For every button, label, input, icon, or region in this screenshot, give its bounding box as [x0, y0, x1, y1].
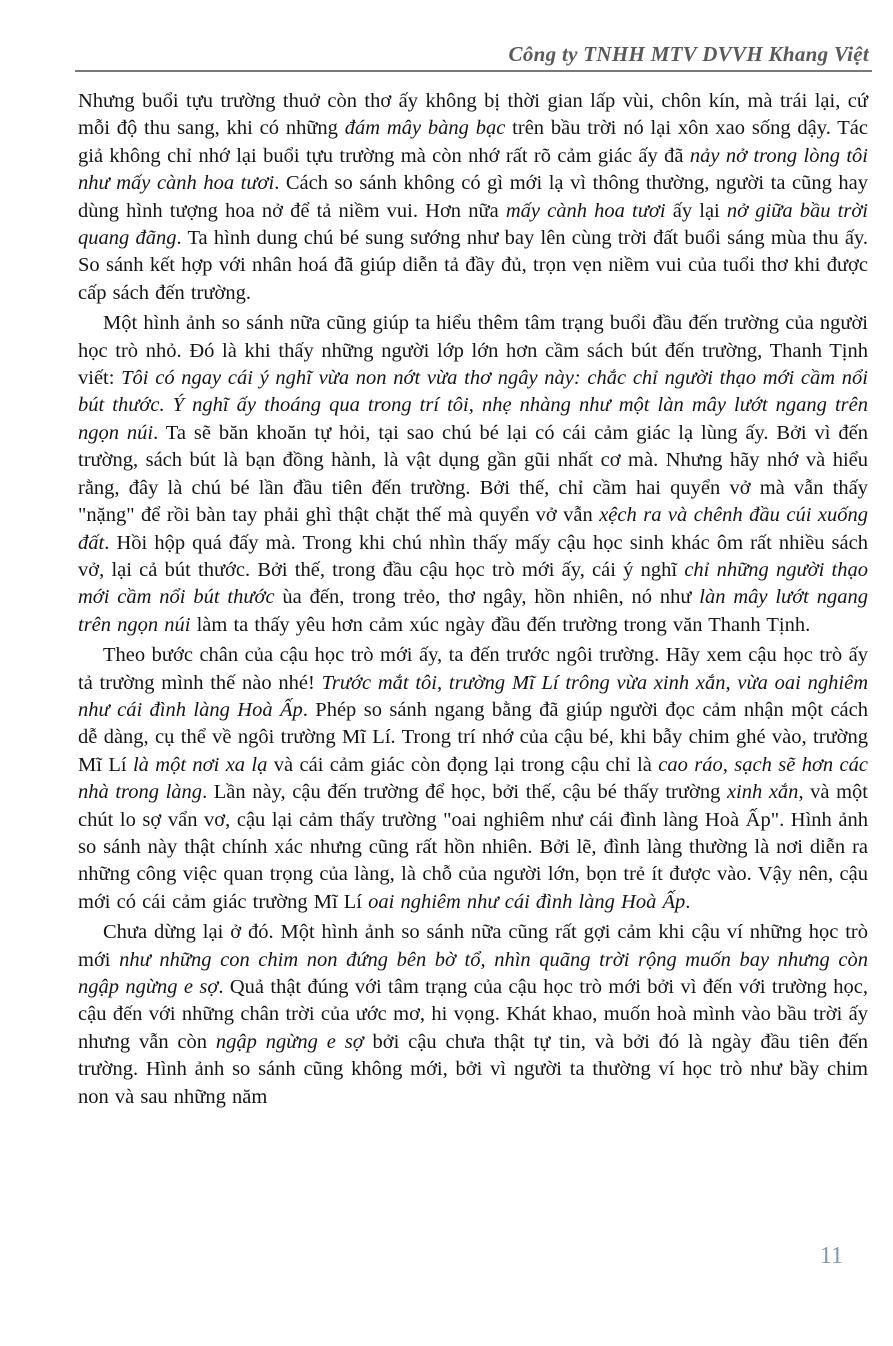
text-run: ấy lại [665, 199, 727, 222]
text-run: làn mây lướt ngang trên ngọn núi [78, 586, 868, 636]
page-number: 11 [819, 1243, 843, 1269]
text-run: Trước mắt tôi, trường Mĩ Lí trông vừa xinh xắn, vừa oai nghiêm như cái đình làng Hoà Ấp [78, 671, 868, 721]
text-run: xinh xắn [726, 781, 799, 804]
text-run: mấy cành hoa tươi [505, 199, 666, 222]
text-run: . Ta hình dung chú bé sung sướng như bay lên cùng trời đất buổi sáng mùa thu ấy. So sánh kết hợp với nhân hoá đã giúp diễn tả đầy đủ, trọn vẹn niềm vui của tuổi thơ khi được cấp sách đến trường. [78, 227, 868, 304]
header-rule [75, 70, 872, 72]
text-run: làm ta thấy yêu hơn cảm xúc ngày đầu đến trường trong văn Thanh Tịnh. [190, 613, 811, 636]
text-run: oai nghiêm như cái đình làng Hoà Ấp [368, 890, 686, 913]
text-run: bởi cậu chưa thật tự tin, và bởi đó là ngày đầu tiên đến trường. Hình ảnh so sánh cũng không mới, bởi vì người ta thường ví học trò như bầy chim non và sau những năm [78, 1030, 869, 1108]
text-run: cao ráo, sạch sẽ hơn các nhà trong làng [78, 753, 868, 804]
text-run: như những con chim non đứng bên bờ tổ, nhìn quãng trời rộng muốn bay nhưng còn ngập ngừng e sợ [78, 948, 868, 998]
text-run: đám mây bàng bạc [344, 117, 506, 140]
paragraph-4 [78, 919, 868, 1111]
text-run: ngập ngừng e sợ [215, 1030, 364, 1053]
text-run: ùa đến, trong trẻo, thơ ngây, hồn nhiên, nó như [274, 586, 700, 609]
text-run: Chưa dừng lại ở đó. Một hình ảnh so sánh nữa cũng rất gợi cảm khi cậu ví những học trò mới [78, 921, 868, 971]
text-run: , và một chút lo sợ vẩn vơ, cậu lại cảm thấy trường "oai nghiêm như cái đình làng Hoà Ấp". Hình ảnh so sánh này thật chính xác nhưng cũng rất hồn nhiên. Bởi lẽ, đình làng thường là nơi diễn ra những công việc quan trọng của làng, là chỗ của người lớn, bọn trẻ ít được vào. Vậy nên, cậu mới có cái cảm giác trường Mĩ Lí [78, 781, 868, 913]
page-header [78, 42, 869, 67]
text-run: . [685, 890, 691, 913]
text-run: xệch ra và chênh đầu cúi xuống đất [78, 504, 868, 554]
text-run: . Quả thật đúng với tâm trạng của cậu học trò mới bởi vì đến với trường học, cậu đến với những chân trời của ước mơ, hi vọng. Khát khao, muốn hoà mình vào bầu trời ấy nhưng vẫn còn [78, 976, 868, 1053]
text-run: trên bầu trời nó lại xôn xao sống dậy. Tác giả không chỉ nhớ lại buổi tựu trường mà còn nhớ rất rõ cảm giác ấy đã [78, 117, 869, 167]
text-run: Nhưng buổi tựu trường thuở còn thơ ấy không bị thời gian lấp vùi, chôn kín, mà trái lại, cứ mỗi độ thu sang, khi có những [78, 90, 868, 140]
paragraph-2 [78, 310, 868, 639]
document-body [78, 88, 868, 1114]
text-run: Theo bước chân của cậu học trò mới ấy, ta đến trước ngôi trường. Hãy xem cậu học trò ấy tả trường mình thế nào nhé! [78, 644, 868, 694]
text-run: Tôi có ngay cái ý nghĩ vừa non nớt vừa thơ ngây này: chắc chỉ người thạo mới cầm nổi bút thước. Ý nghĩ ấy thoáng qua trong trí tôi, nhẹ nhàng như một làn mây lướt ngang trên ngọn núi [78, 367, 868, 444]
text-run: . Ta sẽ băn khoăn tự hỏi, tại sao chú bé lại có cái cảm giác lạ lùng ấy. Bởi vì đến trường, sách bút là bạn đồng hành, là vật dụng gần gũi nhất cơ mà. Nhưng hãy nhớ và hiểu rằng, đây là chú bé lần đầu tiên đến trường. Bởi thế, chỉ cầm hai quyển vở mà vẫn thấy "nặng" để rồi bàn tay phải ghì thật chặt thế mà quyển vở vẫn [78, 421, 868, 527]
text-run: chỉ những người thạo mới cầm nổi bút thước [78, 558, 868, 609]
text-run: . Cách so sánh không có gì mới lạ vì thông thường, người ta cũng hay dùng hình tượng hoa nở để tả niềm vui. Hơn nữa [78, 172, 868, 222]
text-run: là một nơi xa lạ [132, 753, 268, 776]
paragraph-1 [78, 88, 868, 307]
text-run: và cái cảm giác còn đọng lại trong cậu chỉ là [267, 753, 659, 776]
paragraph-3 [78, 642, 868, 916]
company-name: Công ty TNHH MTV DVVH Khang Việt [508, 42, 869, 66]
text-run: Một hình ảnh so sánh nữa cũng giúp ta hiểu thêm tâm trạng buổi đầu đến trường của người học trò nhỏ. Đó là khi thấy những người lớp lớn hơn cầm sách bút đến trường, Thanh Tịnh viết: [78, 312, 868, 390]
text-run: nảy nở trong lòng tôi như mấy cành hoa tươi [78, 144, 868, 195]
text-run: . Phép so sánh ngang bằng đã giúp người đọc cảm nhận một cách dễ dàng, cụ thể về ngôi trường Mĩ Lí. Trong trí nhớ của cậu bé, khi bẫy chim ghé vào, trường Mĩ Lí [78, 698, 868, 776]
text-run: . Hồi hộp quá đấy mà. Trong khi chú nhìn thấy mấy cậu học sinh khác ôm rất nhiều sách vở, lại cả bút thước. Bởi thế, trong đầu cậu học trò mới ấy, cái ý nghĩ [78, 531, 868, 581]
text-run: nở giữa bầu trời quang đãng [78, 199, 868, 250]
text-run: . Lần này, cậu đến trường để học, bởi thế, cậu bé thấy trường [202, 781, 727, 804]
